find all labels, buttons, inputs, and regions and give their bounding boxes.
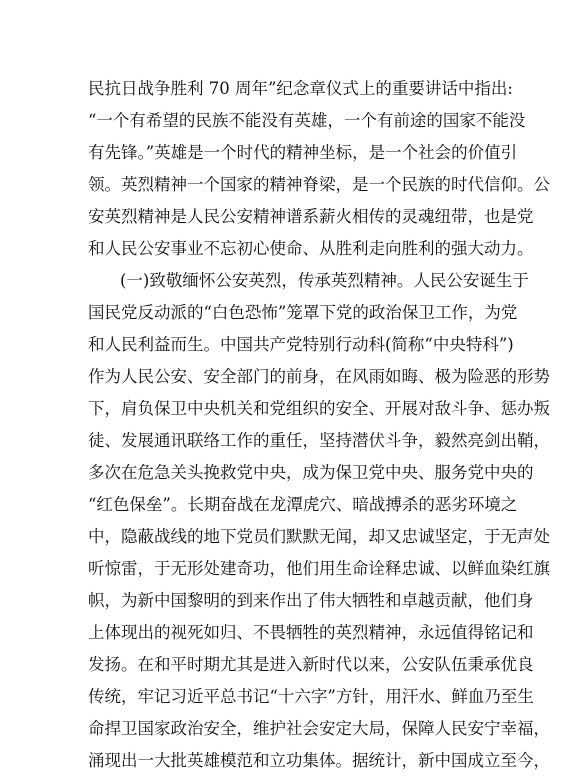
text-line: “一个有希望的民族不能没有英雄，一个有前途的国家不能没	[88, 111, 526, 130]
text-line: 国民党反动派的“白色恐怖”笼罩下党的政治保卫工作，为党	[88, 303, 518, 322]
text-line: 涌现出一大批英雄模范和立功集体。据统计，新中国成立至今，	[88, 751, 550, 770]
text-line: 有先锋。”英雄是一个时代的精神坐标，是一个社会的价值引	[88, 143, 518, 162]
text-line: 领。英烈精神一个国家的精神脊梁，是一个民族的时代信仰。公	[88, 175, 550, 194]
text-line: 多次在危急关头挽救党中央，成为保卫党中央、服务党中央的	[88, 463, 534, 482]
text-line: 作为人民公安、安全部门的前身，在风雨如晦、极为险恶的形势	[88, 367, 550, 386]
text-line: 传统，牢记习近平总书记“十六字”方针，用汗水、鲜血乃至生	[88, 687, 534, 706]
text-line: (一)致敬缅怀公安英烈，传承英烈精神。人民公安诞生于	[120, 271, 529, 290]
text-line: 和人民公安事业不忘初心使命、从胜利走向胜利的强大动力。	[88, 239, 534, 258]
text-line: 发扬。在和平时期尤其是进入新时代以来，公安队伍秉承优良	[88, 655, 534, 674]
text-line: 命捍卫国家政治安全，维护社会安定大局，保障人民安宁幸福，	[88, 719, 550, 738]
text-line: 上体现出的视死如归、不畏牺牲的英烈精神，永远值得铭记和	[88, 623, 534, 642]
text-line: 下，肩负保卫中央机关和党组织的安全、开展对敌斗争、惩办叛	[88, 399, 550, 418]
text-line: 安英烈精神是人民公安精神谱系薪火相传的灵魂纽带，也是党	[88, 207, 534, 226]
text-line: 中，隐蔽战线的地下党员们默默无闻，却又忠诚坚定，于无声处	[88, 527, 550, 546]
text-line: “红色保垒”。长期奋战在龙潭虎穴、暗战搏杀的恶劣环境之	[88, 495, 518, 514]
text-line: 徒、发展通讯联络工作的重任，坚持潜伏斗争，毅然亮剑出鞘，	[88, 431, 550, 450]
text-line: 和人民利益而生。中国共产党特别行动科(简称“中央特科”)	[88, 335, 514, 354]
text-line: 民抗日战争胜利 70 周年”纪念章仪式上的重要讲话中指出:	[88, 79, 513, 98]
text-line: 听惊雷，于无形处建奇功，他们用生命诠释忠诚、以鲜血染红旗	[88, 559, 550, 578]
text-line: 帜，为新中国黎明的到来作出了伟大牺牲和卓越贡献，他们身	[88, 591, 534, 610]
